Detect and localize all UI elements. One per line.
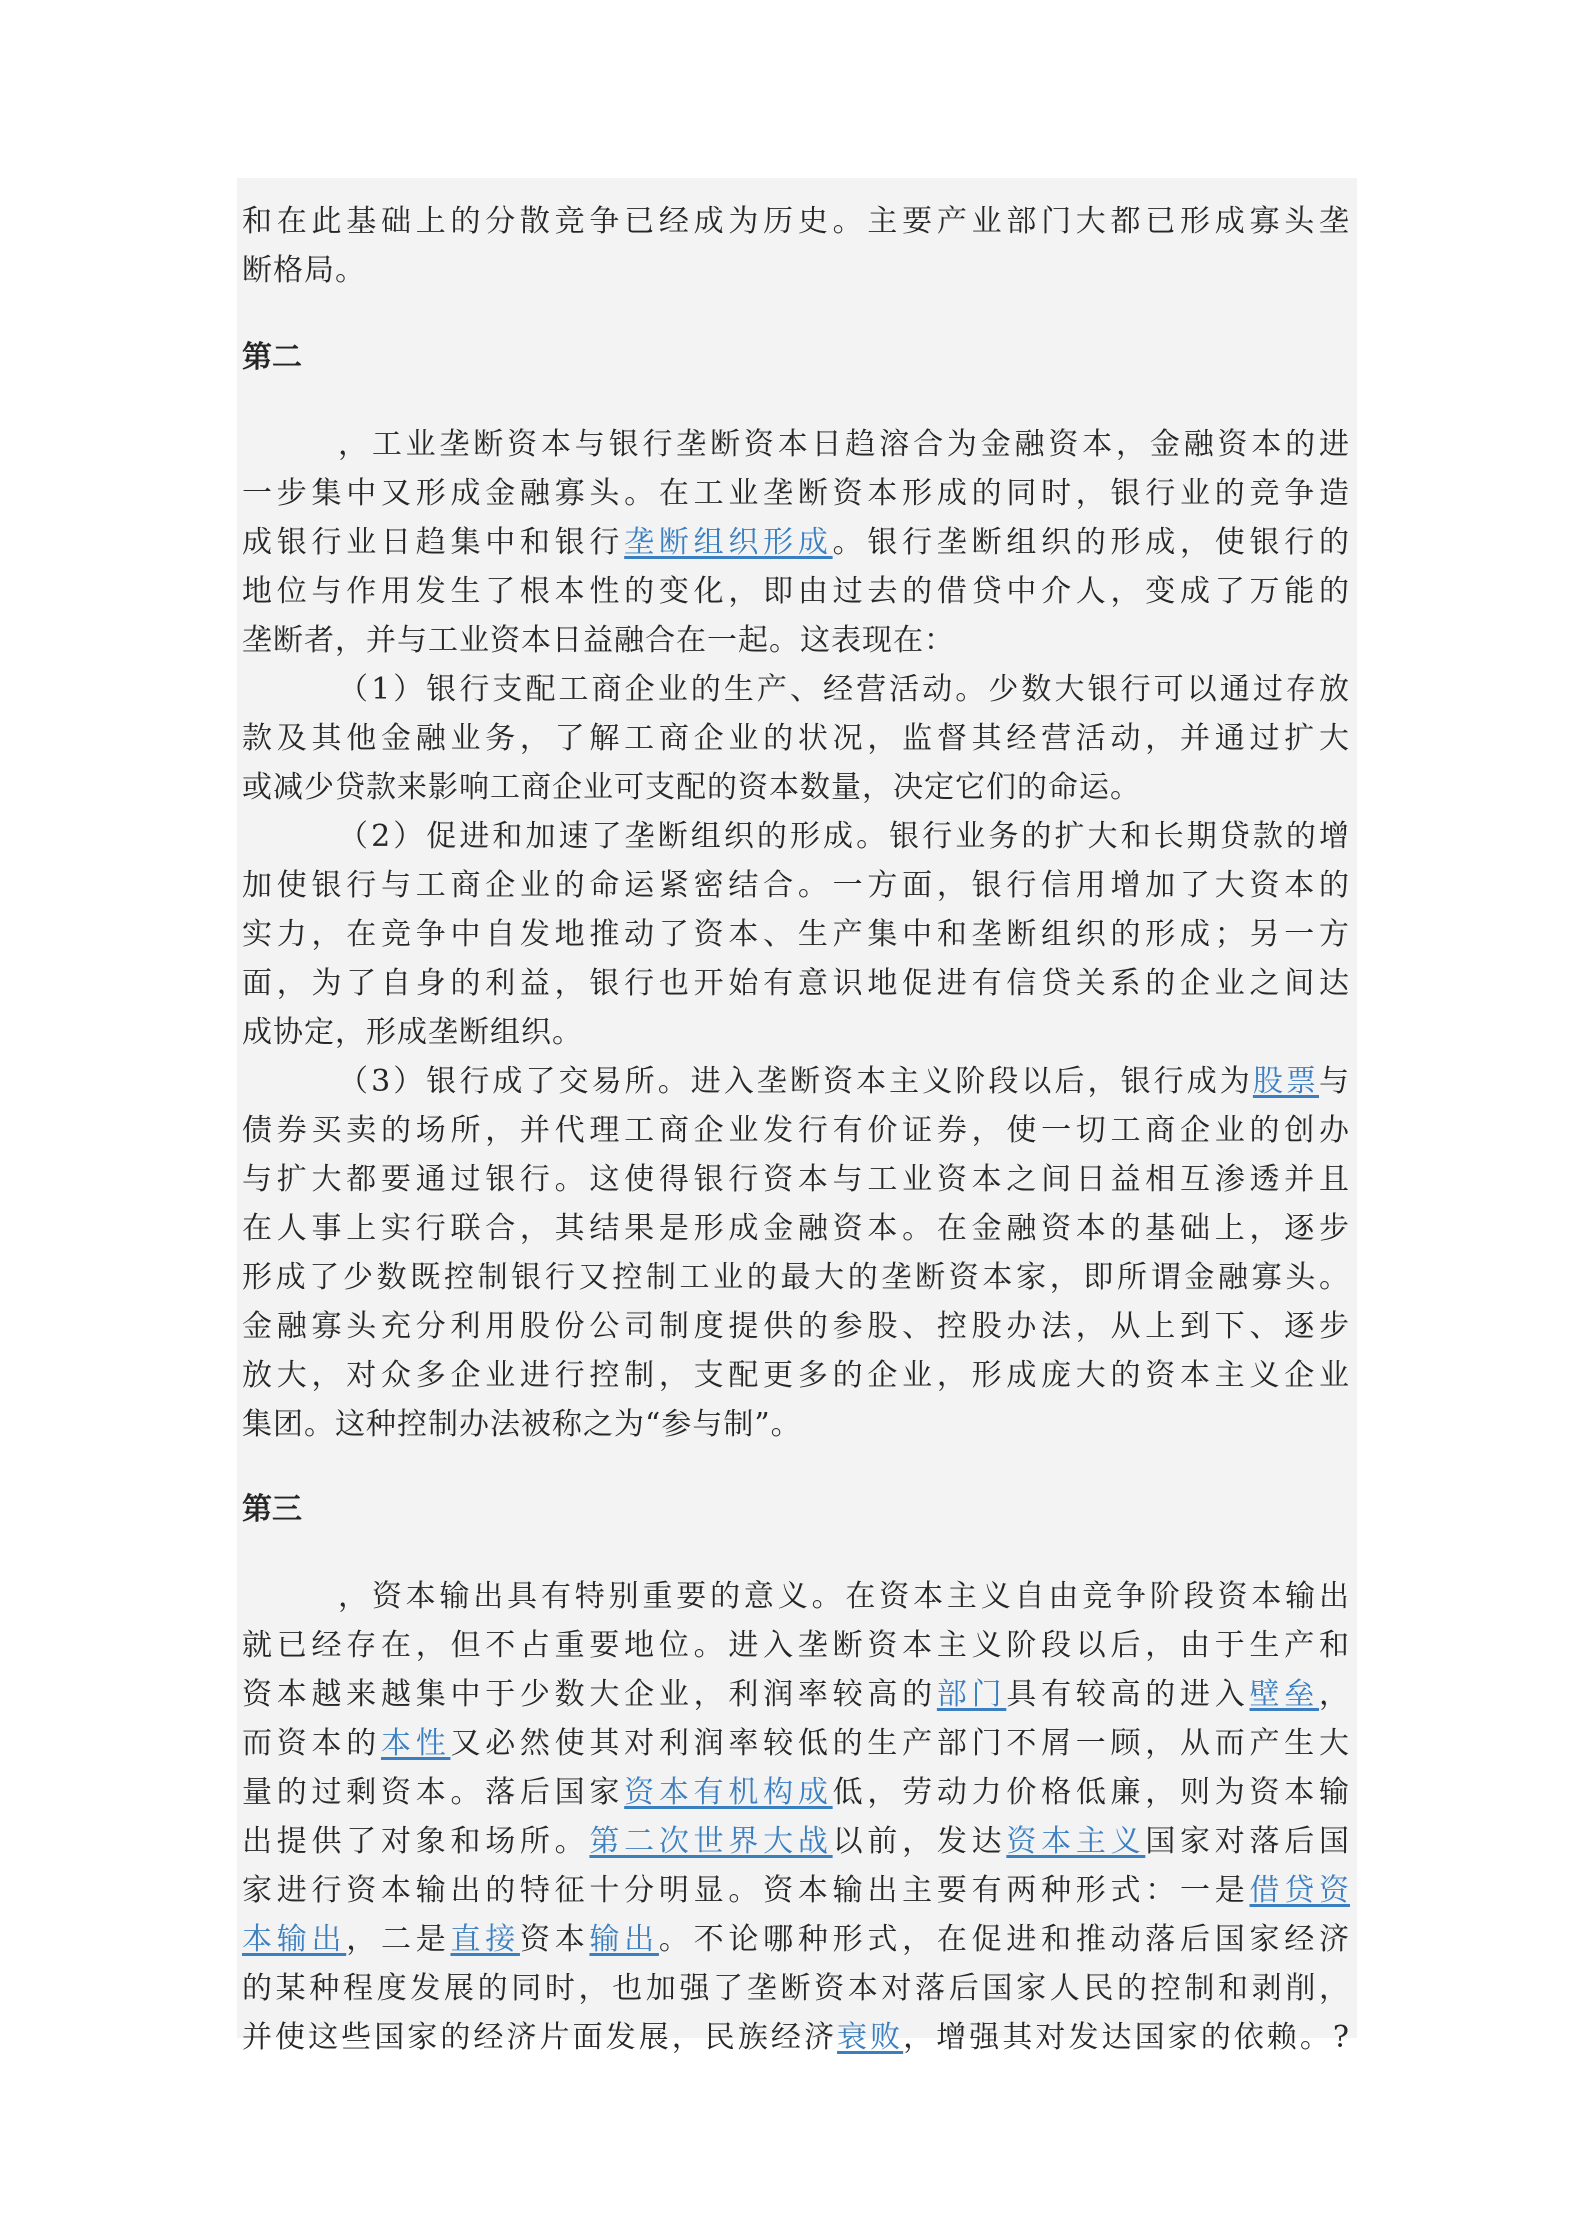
link-barrier[interactable]: 壁垒 — [1249, 1677, 1320, 1712]
link-organic-composition-of-capital[interactable]: 资本有机构成 — [624, 1775, 833, 1810]
link-world-war-two[interactable]: 第二次世界大战 — [589, 1824, 833, 1859]
section-heading-third: 第三 — [242, 1492, 302, 1527]
paragraph-line: 与扩大都要通过银行。这使得银行资本与工业资本之间日益相互渗透并且 — [242, 1162, 1350, 1197]
section-heading-second: 第二 — [242, 340, 302, 375]
text-run: 资本 — [519, 1922, 590, 1957]
link-direct[interactable]: 直接 — [450, 1922, 520, 1957]
paragraph-line: 就已经存在，但不占重要地位。进入垄断资本主义阶段以后，由于生产和 — [242, 1628, 1350, 1663]
text-run: 。不论哪种形式，在促进和推动落后国家经济 — [658, 1922, 1351, 1957]
text-run: 具有较高的进入 — [1006, 1677, 1250, 1712]
text-run: 出提供了对象和场所。 — [242, 1824, 590, 1859]
link-stocks[interactable]: 股票 — [1252, 1064, 1320, 1099]
paragraph-line: 款及其他金融业务，了解工商企业的状况，监督其经营活动，并通过扩大 — [242, 721, 1350, 756]
paragraph-line: （2）促进和加速了垄断组织的形成。银行业务的扩大和长期贷款的增 — [338, 819, 1350, 854]
link-loan-capital-export[interactable]: 借贷资 — [1249, 1873, 1350, 1908]
paragraph-line: 的某种程度发展的同时，也加强了垄断资本对落后国家人民的控制和剥削， — [242, 1971, 1350, 2006]
text-run: 家进行资本输出的特征十分明显。资本输出主要有两种形式：一是 — [242, 1873, 1250, 1908]
paragraph-line: 在人事上实行联合，其结果是形成金融资本。在金融资本的基础上，逐步 — [242, 1211, 1350, 1246]
text-run: 。银行垄断组织的形成，使银行的 — [832, 525, 1351, 560]
intro-line: 和在此基础上的分散竞争已经成为历史。主要产业部门大都已形成寡头垄 — [242, 204, 1350, 239]
text-run: 国家对落后国 — [1145, 1824, 1351, 1859]
paragraph-line: ，资本输出具有特别重要的意义。在资本主义自由竞争阶段资本输出 — [338, 1579, 1350, 1614]
paragraph-line — [242, 1915, 1350, 1964]
paragraph-line — [242, 1719, 1350, 1768]
paragraph-line: 实力，在竞争中自发地推动了资本、生产集中和垄断组织的形成；另一方 — [242, 917, 1350, 952]
paragraph-line: 放大，对众多企业进行控制，支配更多的企业，形成庞大的资本主义企业 — [242, 1358, 1350, 1393]
paragraph-line — [242, 1866, 1350, 1915]
link-capitalism[interactable]: 资本主义 — [1006, 1824, 1146, 1859]
paragraph-line: 地位与作用发生了根本性的变化，即由过去的借贷中介人，变成了万能的 — [242, 574, 1350, 609]
paragraph-line — [242, 2013, 1350, 2062]
link-nature[interactable]: 本性 — [380, 1726, 451, 1761]
text-run: ，二是 — [346, 1922, 451, 1957]
paragraph-line — [242, 518, 1350, 567]
paragraph-line: ，工业垄断资本与银行垄断资本日趋溶合为金融资本，金融资本的进 — [338, 427, 1350, 462]
paragraph-line: 面，为了自身的利益，银行也开始有意识地促进有信贷关系的企业之间达 — [242, 966, 1350, 1001]
paragraph-line: 债券买卖的场所，并代理工商企业发行有价证券，使一切工商企业的创办 — [242, 1113, 1350, 1148]
text-run: 并使这些国家的经济片面发展，民族经济 — [242, 2020, 838, 2055]
paragraph-line: 金融寡头充分利用股份公司制度提供的参股、控股办法，从上到下、逐步 — [242, 1309, 1350, 1344]
link-department[interactable]: 部门 — [936, 1677, 1007, 1712]
paragraph-line: 加使银行与工商企业的命运紧密结合。一方面，银行信用增加了大资本的 — [242, 868, 1350, 903]
text-run: 低，劳动力价格低廉，则为资本输 — [832, 1775, 1351, 1810]
text-run: 量的过剩资本。落后国家 — [242, 1775, 625, 1810]
paragraph-line: （1）银行支配工商企业的生产、经营活动。少数大银行可以通过存放 — [338, 672, 1350, 707]
intro-line: 断格局。 — [242, 253, 366, 288]
text-run: 资本越来越集中于少数大企业，利润率较高的 — [242, 1677, 937, 1712]
link-monopoly-organization-formation[interactable]: 垄断组织形成 — [624, 525, 833, 560]
text-run: ， — [1319, 1677, 1351, 1712]
paragraph-line: 成协定，形成垄断组织。 — [242, 1015, 583, 1050]
paragraph-line: 或减少贷款来影响工商企业可支配的资本数量，决定它们的命运。 — [242, 770, 1141, 805]
text-run: 与 — [1319, 1064, 1351, 1099]
text-run: ，增强其对发达国家的依赖。? — [903, 2020, 1351, 2055]
paragraph-line — [242, 1768, 1350, 1817]
link-decline[interactable]: 衰败 — [837, 2020, 904, 2055]
text-run: （3）银行成了交易所。进入垄断资本主义阶段以后，银行成为 — [338, 1064, 1253, 1099]
link-loan-capital-export-continued[interactable]: 本输出 — [242, 1922, 347, 1957]
paragraph-line — [242, 1057, 1350, 1106]
paragraph-line — [242, 1670, 1350, 1719]
paragraph-line: 垄断者，并与工业资本日益融合在一起。这表现在： — [242, 623, 955, 658]
paragraph-line: 集团。这种控制办法被称之为“参与制”。 — [242, 1407, 802, 1442]
paragraph-line: 形成了少数既控制银行又控制工业的最大的垄断资本家，即所谓金融寡头。 — [242, 1260, 1350, 1295]
link-export[interactable]: 输出 — [589, 1922, 659, 1957]
document-content — [242, 197, 1350, 2062]
paragraph-line — [242, 1817, 1350, 1866]
text-run: 成银行业日趋集中和银行 — [242, 525, 625, 560]
text-run: 而资本的 — [242, 1726, 381, 1761]
text-run: 又必然使其对利润率较低的生产部门不屑一顾，从而产生大 — [450, 1726, 1351, 1761]
text-run: 以前，发达 — [832, 1824, 1007, 1859]
paragraph-line: 一步集中又形成金融寡头。在工业垄断资本形成的同时，银行业的竞争造 — [242, 476, 1350, 511]
